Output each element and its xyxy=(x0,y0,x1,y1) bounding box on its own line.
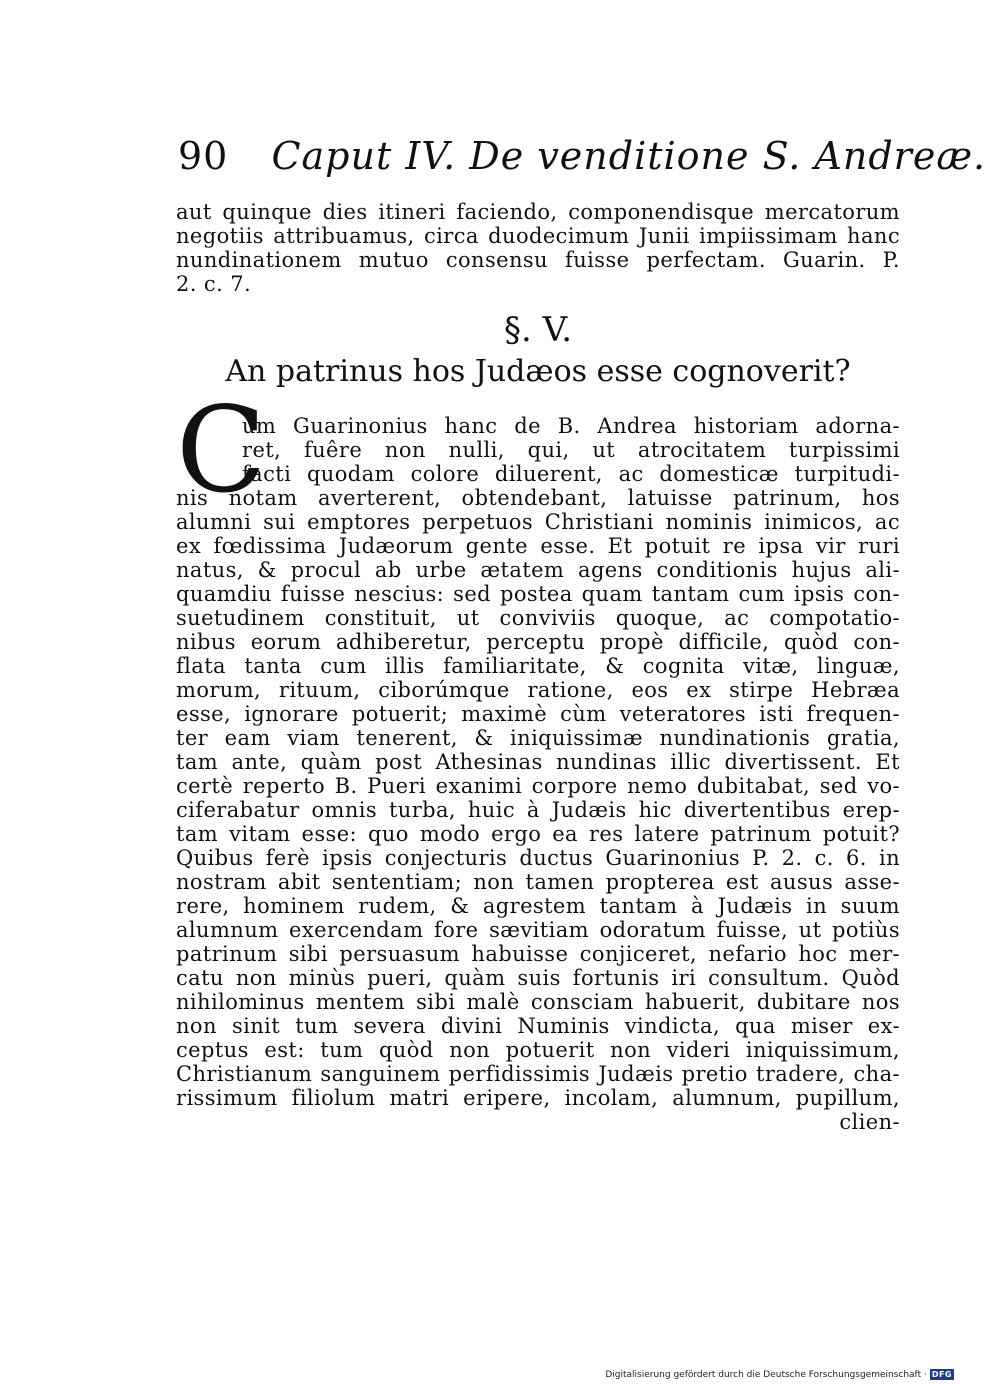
footer-text: Digitalisierung gefördert durch die Deutsche Forschungsgemeinschaft · xyxy=(605,1369,927,1380)
text-line: tam vitam esse: quo modo ergo ea res latere patrinum potuit? xyxy=(176,822,900,846)
text-line: nihilominus mentem sibi malè consciam habuerit, dubitare nos xyxy=(176,990,900,1014)
text-line: ex fœdissima Judæorum gente esse. Et potuit re ipsa vir ruri xyxy=(176,534,900,558)
text-line: suetudinem constituit, ut conviviis quoque, ac compotatio- xyxy=(176,606,900,630)
text-line: patrinum sibi persuasum habuisse conjiceret, nefario hoc mer- xyxy=(176,942,900,966)
text-line: natus, & procul ab urbe ætatem agens conditionis hujus ali- xyxy=(176,558,900,582)
text-line: esse, ignorare potuerit; maximè cùm veteratores isti frequen- xyxy=(176,702,900,726)
text-line: rissimum filiolum matri eripere, incolam, alumnum, pupillum, xyxy=(176,1086,900,1110)
text-line: Quibus ferè ipsis conjecturis ductus Guarinonius P. 2. c. 6. in xyxy=(176,846,900,870)
text-line: ret, fuêre non nulli, qui, ut atrocitatem turpissimi xyxy=(242,438,900,462)
text-line: certè reperto B. Pueri exanimi corpore nemo dubitabat, sed vo- xyxy=(176,774,900,798)
running-title: Caput IV. De venditione S. Andreæ. xyxy=(271,134,987,178)
text-line: flata tanta cum illis familiaritate, & cognita vitæ, linguæ, xyxy=(176,654,900,678)
text-line: non sinit tum severa divini Numinis vindicta, qua miser ex- xyxy=(176,1014,900,1038)
running-header xyxy=(178,134,986,178)
text-line: 2. c. 7. xyxy=(176,272,252,296)
digitization-footer xyxy=(605,1369,954,1380)
text-line: alumni sui emptores perpetuos Christiani nominis inimicos, ac xyxy=(176,510,900,534)
section-heading: §. V. xyxy=(503,310,573,350)
body-paragraph xyxy=(176,414,900,1134)
text-line: nibus eorum adhiberetur, perceptu propè difficile, quòd con- xyxy=(176,630,900,654)
text-line: negotiis attribuamus, circa duodecimum Junii impiissimam hanc xyxy=(176,224,900,248)
text-line: nostram abit sententiam; non tamen propterea est ausus asse- xyxy=(176,870,900,894)
text-line: Christianum sanguinem perfidissimis Judæis pretio tradere, cha- xyxy=(176,1062,900,1086)
text-line: catu non minùs pueri, quàm suis fortunis iri consultum. Quòd xyxy=(176,966,900,990)
page-number: 90 xyxy=(178,134,229,178)
catchword: clien- xyxy=(839,1110,900,1134)
text-line: morum, rituum, ciborúmque ratione, eos ex stirpe Hebræa xyxy=(176,678,900,702)
text-line: ceptus est: tum quòd non potuerit non videri iniquissimum, xyxy=(176,1038,900,1062)
text-line: nis notam averterent, obtendebant, latuisse patrinum, hos xyxy=(176,486,900,510)
text-line: nundinationem mutuo consensu fuisse perfectam. Guarin. P. xyxy=(176,248,900,272)
text-line: ciferabatur omnis turba, huic à Judæis hic divertentibus erep- xyxy=(176,798,900,822)
dfg-logo: DFG xyxy=(931,1370,952,1379)
section-title: An patrinus hos Judæos esse cognoverit? xyxy=(225,354,851,389)
text-line: alumnum exercendam fore sævitiam odoratum fuisse, ut potiùs xyxy=(176,918,900,942)
text-line: quamdiu fuisse nescius: sed postea quam tantam cum ipsis con- xyxy=(176,582,900,606)
text-line: facti quodam colore diluerent, ac domesticæ turpitudi- xyxy=(242,462,900,486)
text-line: aut quinque dies itineri faciendo, componendisque mercatorum xyxy=(176,200,900,224)
text-line: ter eam viam tenerent, & iniquissimæ nundinationis gratia, xyxy=(176,726,900,750)
text-line: tam ante, quàm post Athesinas nundinas illic divertissent. Et xyxy=(176,750,900,774)
text-line: ùm Guarinonius hanc de B. Andrea historiam adorna- xyxy=(242,414,900,438)
text-line: rere, hominem rudem, & agrestem tantam à Judæis in suum xyxy=(176,894,900,918)
drop-cap: C xyxy=(176,381,267,519)
top-paragraph xyxy=(176,200,900,296)
